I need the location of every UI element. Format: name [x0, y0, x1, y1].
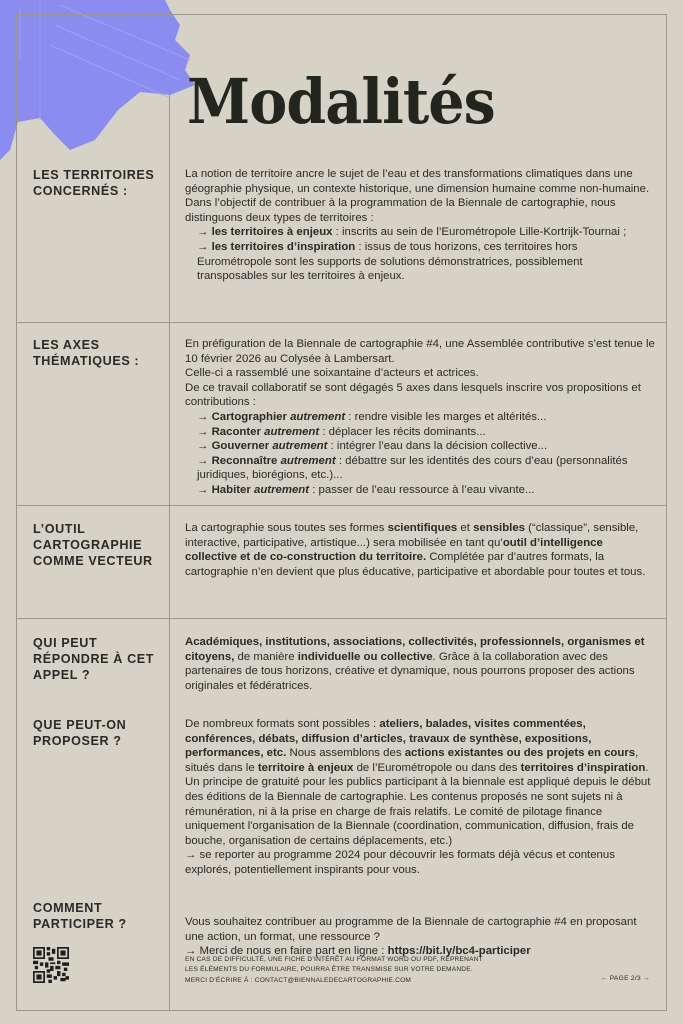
list-item: → Cartographier autrement : rendre visible les marges et altérités...	[197, 410, 547, 423]
bold-text: actions existantes ou des projets en cours	[404, 747, 636, 760]
item-bold: Raconter	[211, 425, 261, 438]
text: La cartographie sous toutes ses formes	[185, 522, 388, 534]
section-body-outil	[185, 521, 655, 579]
bold-text: scientifiques	[387, 522, 458, 534]
paragraph: En préfiguration de la Biennale de cartographie #4, une Assemblée contributive s’est tenue le 10 février 2026 au Colysée à Lambersart.	[185, 338, 655, 365]
page-title: Modalités	[187, 65, 495, 138]
text: . Un principe de gratuité pour les publics participant à la biennale est appliqué depuis le début des éditions de la Biennale de cartographie. Les contenus proposés ne sont sujets ni à rémunération, ni à la prise en charge de frais relatifs. Le comité de pilotage finance uniquement l'organisation de la Biennale (coordination, communication, diffusion, frais de bouche, organisation de certains déplacements, etc.)	[185, 761, 651, 847]
section-body-comment	[185, 915, 655, 959]
cta-prefix: → Merci de nous en faire part en ligne :	[185, 945, 388, 958]
section-body-qui	[185, 635, 655, 693]
text: , situés dans le	[185, 747, 639, 774]
bold-text: territoires d’inspiration	[520, 761, 646, 774]
section-label-territoires: LES TERRITOIRES CONCERNÉS :	[33, 168, 155, 198]
program-note: → se reporter au programme 2024 pour découvrir les formats déjà vécus et contenus explorés, potentiellement inspirants pour vous.	[185, 849, 615, 876]
item-text: : déplacer les récits dominants...	[319, 425, 486, 438]
item-text: : passer de l’eau ressource à l’eau vivante...	[309, 483, 535, 496]
qr-code-icon[interactable]	[33, 945, 69, 985]
item-text: : rendre visible les marges et altérités...	[345, 410, 547, 423]
text: . Grâce à la collaboration avec des partenaires de tous horizons, créative et dynamique, nous pourrons proposer des actions originales et fédératrices.	[185, 650, 635, 692]
item-italic: autrement	[272, 440, 328, 453]
section-body-territoires	[185, 167, 655, 284]
item-bold: Cartographier	[211, 410, 287, 423]
list-item: → Reconnaître autrement : débattre sur les identités des cours d’eau (personnalités juridiques, biorégions, etc.)...	[197, 454, 628, 482]
footer-fine-print	[185, 955, 565, 986]
text: de manière	[234, 650, 298, 663]
item-bold: les territoires à enjeux	[211, 226, 333, 239]
bold-text: ateliers, balades, visites commentées, conférences, débats, diffusion d’articles, travaux de synthèse, expositions, performances, etc.	[185, 718, 592, 760]
paragraph: Celle-ci a rassemblé une soixantaine d’acteurs et actrices.	[185, 367, 479, 380]
column-divider	[169, 15, 170, 1010]
item-bold: Gouverner	[211, 440, 270, 453]
paragraph: Dans l’objectif de contribuer à la programmation de la Biennale de cartographie, nous distinguons deux types de territoires :	[185, 197, 616, 224]
section-body-que	[185, 717, 655, 878]
bold-text: outil d’intelligence collective et de co-construction du territoire.	[185, 536, 603, 564]
item-bold: Habiter	[211, 483, 251, 496]
item-bold: Reconnaître	[211, 454, 278, 467]
item-italic: autrement	[253, 483, 310, 496]
paragraph: Vous souhaitez contribuer au programme de la Biennale de cartographie #4 en proposant une action, un format, une ressource ?	[185, 916, 637, 943]
item-italic: autrement	[290, 410, 346, 423]
section-label-comment: COMMENT PARTICIPER ?	[33, 901, 127, 931]
bold-text: individuelle ou collective	[297, 650, 433, 663]
item-text: : débattre sur les identités des cours d’eau (personnalités juridiques, biorégions, etc.)...	[197, 454, 628, 482]
section-body-axes	[185, 337, 655, 498]
text: Complétée par d’autres formats, la cartographie n’en devient que plus éducative, participative et abordable pour toutes et tous.	[185, 551, 646, 578]
section-label-axes: LES AXES THÉMATIQUES :	[33, 338, 140, 368]
bold-text: territoire à enjeux	[257, 761, 354, 774]
list-item: → Habiter autrement : passer de l’eau ressource à l’eau vivante...	[197, 483, 535, 496]
item-bold: les territoires d’inspiration	[211, 240, 356, 253]
section-label-que: QUE PEUT-ON PROPOSER ?	[33, 718, 127, 748]
participate-link[interactable]: https://bit.ly/bc4-participer	[387, 945, 531, 958]
paragraph: De ce travail collaboratif se sont dégagés 5 axes dans lesquels inscrire vos propositions et contributions :	[185, 381, 641, 409]
list-item: → Raconter autrement : déplacer les récits dominants...	[197, 425, 486, 438]
bold-text: sensibles	[473, 522, 526, 534]
page-indicator[interactable]: ← PAGE 2/3 →	[600, 975, 650, 982]
row-divider	[17, 618, 666, 619]
section-label-outil: L’OUTIL CARTOGRAPHIE COMME VECTEUR	[33, 522, 153, 568]
item-italic: autrement	[280, 454, 336, 467]
content-frame	[16, 14, 667, 1011]
item-text: : intégrer l’eau dans la décision collective...	[327, 440, 548, 453]
list-item: → Gouverner autrement : intégrer l’eau dans la décision collective...	[197, 440, 548, 453]
text: (“classique”, sensible, interactive, participative, artistique...) sera mobilisée en tant qu’	[185, 522, 639, 549]
item-text: : issus de tous horizons, ces territoires hors Eurométropole sont les supports de solutions démonstratrices, possiblement transposables sur les territoires à enjeux.	[197, 240, 583, 283]
item-text: : inscrits au sein de l’Eurométropole Lille-Kortrijk-Tournai ;	[332, 226, 627, 239]
paragraph	[185, 717, 655, 848]
fine-print-line: MERCI D’ÉCRIRE À : CONTACT@BIENNALEDECARTOGRAPHIE.COM	[185, 976, 412, 984]
text: Nous assemblons des	[286, 747, 405, 760]
text: De nombreux formats sont possibles :	[185, 718, 380, 730]
text: de l’Eurométropole ou dans des	[353, 761, 521, 774]
fine-print-line: EN CAS DE DIFFICULTÉ, UNE FICHE D’INTÉRÊT AU FORMAT WORD OU PDF, REPRENANT	[185, 956, 483, 963]
list-item: → les territoires d’inspiration : issus de tous horizons, ces territoires hors Eurométropole sont les supports de solutions démonstratrices, possiblement transposables sur les territoires à enjeux.	[197, 240, 583, 283]
fine-print-line: LES ÉLÉMENTS DU FORMULAIRE, POURRA ÊTRE TRANSMISE SUR VOTRE DEMANDE.	[185, 966, 473, 974]
list-item: → les territoires à enjeux : inscrits au sein de l’Eurométropole Lille-Kortrijk-Tournai ;	[197, 226, 627, 239]
item-italic: autrement	[264, 425, 320, 438]
paragraph: La notion de territoire ancre le sujet de l’eau et des transformations climatiques dans une géographie physique, un contexte historique, une dimension humaine comme non-humaine.	[185, 168, 650, 195]
section-label-qui: QUI PEUT RÉPONDRE À CET APPEL ?	[33, 636, 155, 682]
bold-text: Académiques, institutions, associations, collectivités, professionnels, organismes et citoyens,	[185, 636, 645, 663]
row-divider	[17, 505, 666, 506]
text: et	[457, 522, 474, 534]
row-divider	[17, 322, 666, 323]
